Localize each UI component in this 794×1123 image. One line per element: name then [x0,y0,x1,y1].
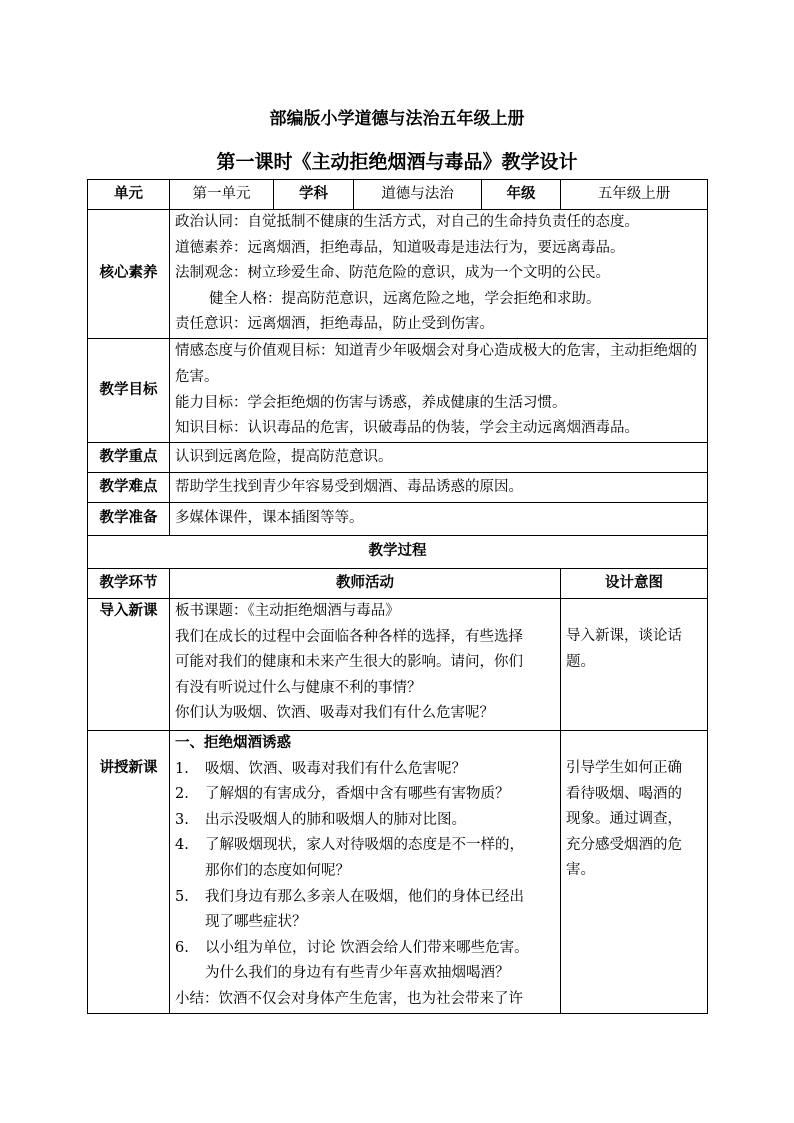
preparation-text: 多媒体课件，课本插图等等。 [170,503,708,536]
document-title: 部编版小学道德与法治五年级上册 [269,109,525,129]
list-item: 2. 了解烟的有害成分，香烟中含有哪些有害物质？ [175,786,510,803]
teach-stage: 讲授新课 [88,731,170,1014]
document-subtitle: 第一课时《主动拒绝烟酒与毒品》教学设计 [216,151,578,173]
list-item: 3. 出示没吸烟人的肺和吸烟人的肺对比图。 [175,811,466,828]
core-literacy-label: 核心素养 [88,210,170,339]
teach-intent-line: 充分感受烟酒的危 [566,836,682,853]
core-literacy-line: 责任意识：远离烟酒，拒绝毒品，防止受到伤害。 [175,316,494,333]
core-literacy-row [88,210,708,339]
preparation-row [88,503,708,536]
teach-intent-line: 看待吸烟、喝酒的 [566,785,682,802]
core-literacy-line: 政治认同：自觉抵制不健康的生活方式，对自己的生命持负责任的态度。 [175,214,639,231]
grade-value: 五年级上册 [561,180,708,210]
info-row [88,180,708,210]
objectives-content [170,339,708,443]
teach-intent-line: 现象。通过调查， [566,811,682,828]
process-columns-row [88,569,708,599]
key-points-row [88,443,708,473]
grade-label: 年级 [482,180,561,210]
teach-intent-line: 害。 [566,862,595,879]
list-item-continuation: 为什么我们的身边有有些青少年喜欢抽烟喝酒？ [205,965,510,982]
objectives-row [88,339,708,443]
key-points-label: 教学重点 [88,443,170,473]
list-item: 4. 了解吸烟现状，家人对待吸烟的态度是不一样的， [175,837,524,854]
section-heading: 一、拒绝烟酒诱惑 [175,735,291,751]
list-item-continuation: 那你们的态度如何呢？ [205,862,350,879]
teach-row [88,731,708,1014]
column-stage: 教学环节 [88,569,170,599]
process-header: 教学过程 [88,536,708,569]
core-literacy-line: 法制观念：树立珍爱生命、防范危险的意识，成为一个文明的公民。 [175,265,610,282]
intro-line: 有没有听说过什么与健康不利的事情？ [175,679,422,696]
subject-value: 道德与法治 [354,180,482,210]
unit-value: 第一单元 [170,180,274,210]
core-literacy-line: 道德素养：远离烟酒，拒绝毒品，知道吸毒是违法行为，要远离毒品。 [175,239,625,256]
key-points-text: 认识到远离危险，提高防范意识。 [170,443,708,473]
process-header-row [88,536,708,569]
intro-intent-line: 导入新课，谈论话 [566,628,682,644]
lesson-plan-table [87,179,708,1014]
objectives-line: 能力目标：学会拒绝烟的伤害与诱惑，养成健康的生活习惯。 [175,394,567,411]
list-item: 1. 吸烟、饮酒、吸毒对我们有什么危害呢？ [175,760,466,777]
preparation-label: 教学准备 [88,503,170,536]
list-item: 5. 我们身边有那么多亲人在吸烟，他们的身体已经出 [175,888,524,905]
intro-line: 板书课题：《主动拒绝烟酒与毒品》 [175,603,400,619]
list-item-continuation: 现了哪些症状？ [205,914,307,931]
summary-line: 小结：饮酒不仅会对身体产生危害，也为社会带来了许 [175,990,523,1007]
difficulties-label: 教学难点 [88,473,170,503]
subject-label: 学科 [274,180,354,210]
teach-intent [561,731,708,1014]
objectives-line: 情感态度与价值观目标：知道青少年吸烟会对身心造成极大的危害，主动拒绝烟的危害。 [175,343,697,385]
column-teacher-activity: 教师活动 [170,569,561,599]
intro-line: 我们在成长的过程中会面临各种各样的选择，有些选择 [175,628,523,645]
intro-stage: 导入新课 [88,599,170,731]
teach-activity [170,731,561,1014]
intro-line: 你们认为吸烟、饮酒、吸毒对我们有什么危害呢？ [175,705,494,722]
objectives-label: 教学目标 [88,339,170,443]
intro-intent [561,599,708,731]
core-literacy-line: 健全人格：提高防范意识，远离危险之地，学会拒绝和求助。 [209,290,601,307]
list-item: 6. 以小组为单位，讨论 饮酒会给人们带来哪些危害。 [175,939,529,956]
teach-intent-line: 引导学生如何正确 [566,760,682,776]
core-literacy-content [170,210,708,339]
unit-label: 单元 [88,180,170,210]
difficulties-row [88,473,708,503]
intro-line: 可能对我们的健康和未来产生很大的影响。请问，你们 [175,654,523,671]
column-design-intent: 设计意图 [561,569,708,599]
objectives-line: 知识目标：认识毒品的危害，识破毒品的伪装，学会主动远离烟酒毒品。 [175,420,639,437]
intro-row [88,599,708,731]
intro-intent-line: 题。 [566,653,595,670]
intro-activity [170,599,561,731]
difficulties-text: 帮助学生找到青少年容易受到烟酒、毒品诱惑的原因。 [170,473,708,503]
